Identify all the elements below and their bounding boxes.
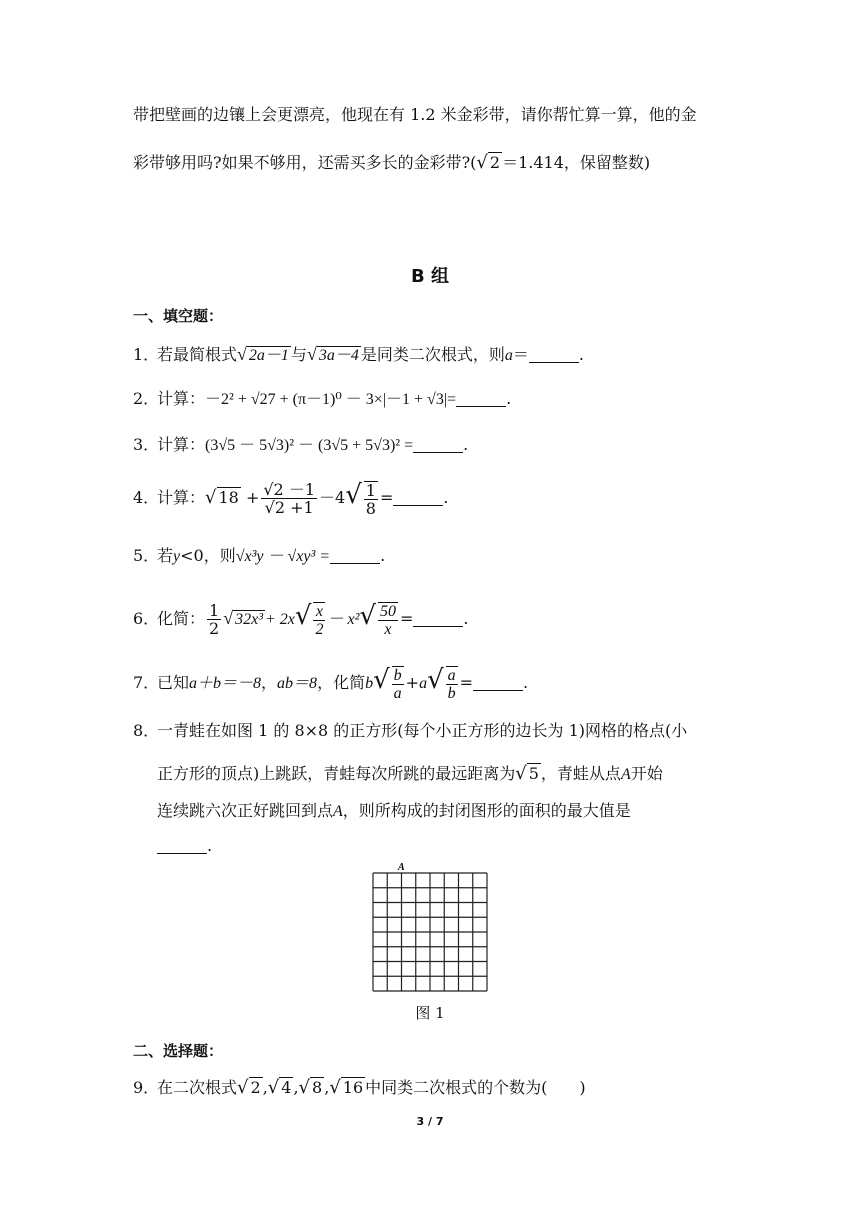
answer-blank[interactable] [456,392,506,407]
fraction-numerator: a [447,666,456,684]
question-text: . [443,488,449,507]
question-text: ) [579,1078,586,1097]
question-8-line-2 [157,763,663,786]
question-3 [133,434,468,457]
question-text: 已知 [157,673,190,692]
fraction-numerator: 50 [379,602,396,620]
paragraph-text: 彩带够用吗?如果不够用，还需买多长的金彩带?( [133,153,477,172]
condition: ab＝8 [277,675,318,692]
answer-blank[interactable] [529,348,579,363]
answer-blank[interactable] [413,612,463,627]
question-1 [133,343,584,367]
question-text: ， [261,673,278,692]
question-text: ，化简 [317,673,366,692]
question-text: ＝ [512,345,529,364]
page-number: 3 / 7 [416,1115,444,1128]
question-text: 连续跳六次正好跳回到点 [157,801,334,820]
sqrt-expression: √ 2a－1 [237,344,289,364]
question-number: 5． [133,546,160,565]
point-a-label: A [398,862,405,873]
answer-blank[interactable] [393,491,443,506]
question-8-line-4 [157,835,212,857]
condition: a＋b＝－8 [189,675,262,692]
answer-blank[interactable] [330,549,380,564]
question-8-line-1 [133,720,687,742]
question-text: . [380,546,386,565]
question-6: 6．化简： $\frac{1}{2}$ √ 32x³ + 2x√ $\frac{x}{2}$ － x²√ $\frac{50}{x}$ = . [133,594,468,642]
fraction [364,481,378,517]
math-expression: (3√5 － 5√3)² － (3√5 + 5√3)² = [205,437,414,454]
question-text: ，青蛙从点 [540,764,621,783]
question-text: . [463,609,469,628]
paragraph-text: ＝1.414，保留整数) [502,153,651,172]
paragraph-line-1 [133,104,697,126]
question-number: 4． [133,488,160,507]
fraction-denominator: 2 [209,619,220,638]
answer-blank[interactable] [413,438,463,453]
question-text: . [506,389,512,408]
radicand: 18 [218,488,239,507]
question-text: 计算： [157,435,206,454]
question-number: 7． [133,673,160,692]
question-text: 计算： [157,488,206,507]
question-5 [133,545,385,568]
radicand: 5 [528,764,539,783]
question-9: 9．在二次根式√ 2 ,√ 4 ,√ 8 ,√ 16 中同类二次根式的个数为( ) [133,1077,586,1098]
question-text: 计算： [157,389,206,408]
sqrt-expression: √ 5 [515,763,539,784]
variable: a [419,675,428,692]
question-text: <0，则 [180,546,236,565]
question-number: 2． [133,389,160,408]
variable: b [365,675,374,692]
radicand: 8 [312,1078,323,1097]
question-8-line-3 [157,800,631,823]
sqrt-expression: √ 2 [237,1077,261,1098]
fraction-numerator: 1 [365,480,376,500]
radicand: 2a－1 [248,347,289,364]
fraction-denominator: x [384,620,392,638]
question-text: 化简： [157,609,206,628]
question-text: 开始 [630,764,663,783]
answer-blank[interactable] [157,839,207,854]
question-number: 1． [133,345,160,364]
sqrt-expression: √ 32x³ [223,608,263,628]
variable: a [504,347,513,364]
radicand: 3a－4 [318,347,359,364]
plus-sign: + [405,673,420,692]
question-number: 6． [133,609,160,628]
variable: A [620,766,631,783]
question-2 [133,388,511,411]
sqrt-expression: √ 8 [298,1077,323,1098]
fraction [446,666,458,702]
fraction-numerator: x [313,603,325,621]
radicand: 16 [342,1078,364,1097]
sqrt-expression: √ 2 [476,152,501,173]
section-title: B 组 [411,266,449,287]
radicand: 2 [250,1078,261,1097]
choice-heading: 二、选择题： [133,1042,224,1060]
question-text: . [207,836,213,855]
figure-caption: 图 1 [415,1004,445,1022]
fraction [378,602,398,638]
question-text: 一青蛙在如图 1 的 8×8 的正方形(每个小正方形的边长为 1)网格的格点(小 [157,721,688,740]
fill-in-heading: 一、填空题： [133,307,224,325]
sqrt-expression: √ 16 [329,1077,364,1098]
question-text: . [578,345,584,364]
question-text: 是同类二次根式，则 [360,345,505,364]
math-term: + 2x [265,611,295,628]
question-text: 与 [290,345,307,364]
question-number: 8． [133,721,160,740]
question-text: ，则所构成的封闭图形的面积的最大值是 [342,801,631,820]
fraction-numerator: 1 [209,601,220,620]
fraction [207,602,221,637]
fraction-numerator: b [393,666,402,684]
equals-sign: = [459,673,474,692]
radicand: 4 [281,1078,292,1097]
paragraph-text: 带把壁画的边镶上会更漂亮，他现在有 1.2 米金彩带，请你帮忙算一算，他的金 [133,105,697,124]
math-term: － x² [327,611,360,628]
radicand: 32x³ [235,611,263,628]
question-text: 中同类二次根式的个数为( [365,1078,548,1097]
fraction [313,602,325,638]
question-text: . [523,673,529,692]
sqrt-expression: √ 3a－4 [306,344,359,364]
fraction-denominator: b [447,684,456,702]
question-4: 4．计算：√ 18 + $\frac{√2 -1}{√2 +1}$ －4√ $\frac{1}{8}$ = . [133,480,449,518]
grid-lines [373,873,487,991]
fraction-denominator: 2 [315,620,324,638]
question-text: 若最简根式 [157,345,238,364]
coefficient: －4 [319,488,346,507]
grid-figure [370,861,488,993]
equals-sign: = [399,609,414,628]
paragraph-line-2 [133,152,650,174]
grid-svg [370,861,488,993]
question-number: 3． [133,435,160,454]
fraction [261,481,317,516]
equals-sign: = [379,488,394,507]
question-7: 7．已知a＋b＝－8，ab＝8，化简b√ $\frac{b}{a}$ +a√ $\frac{a}{b}$ = . [133,658,528,706]
variable: A [333,803,343,820]
fraction-numerator: √2 －1 [263,480,316,499]
sqrt-expression: √ 18 [205,487,239,508]
math-expression: √x³y － √xy³ = [235,548,331,565]
fraction [392,666,404,702]
fraction-denominator: √2 +1 [264,498,314,517]
question-number: 9． [133,1078,160,1097]
answer-blank[interactable] [473,676,523,691]
radicand: 2 [489,153,501,172]
math-expression: －2² + √27 + (π－1)⁰ － 3×|－1 + √3|= [205,391,457,408]
fraction-denominator: 8 [365,498,376,518]
question-text: . [463,435,469,454]
fraction-denominator: a [393,684,402,702]
question-text: 正方形的顶点)上跳跃，青蛙每次所跳的最远距离为 [157,764,516,783]
sqrt-expression: √ 4 [267,1077,292,1098]
question-text: 若 [157,546,174,565]
variable: y [173,548,181,565]
question-text: 在二次根式 [157,1078,238,1097]
